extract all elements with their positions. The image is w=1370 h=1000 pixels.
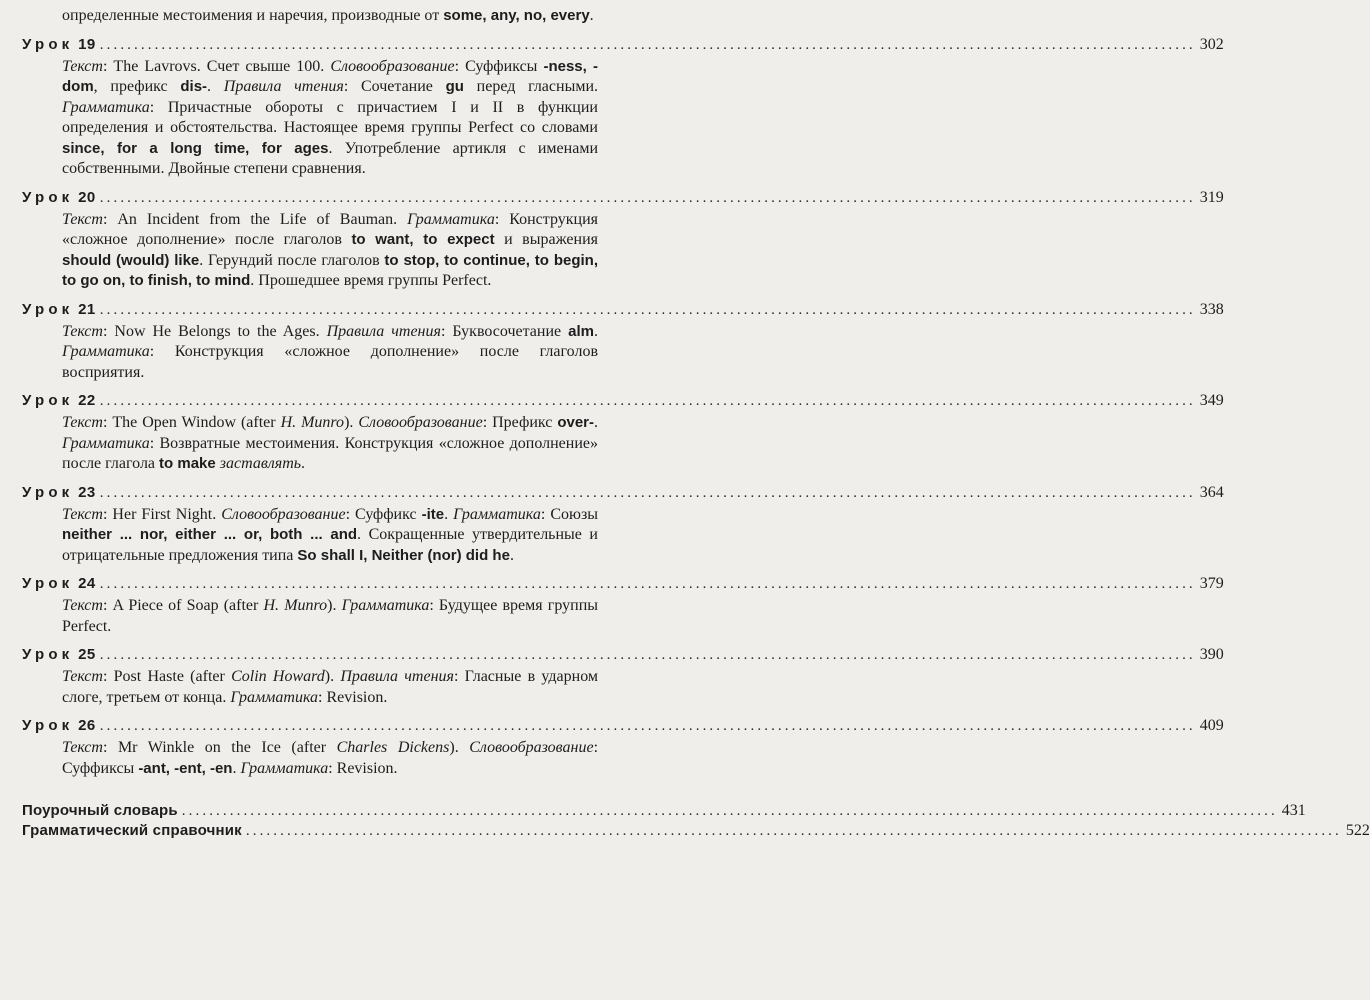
italic-term: Правила чтения xyxy=(340,668,454,685)
italic-term: Словообразование xyxy=(469,739,594,756)
text-run: . xyxy=(594,414,599,431)
lesson-label xyxy=(22,390,96,411)
lesson-word: Урок xyxy=(22,483,74,501)
bold-term: -ness, -dom xyxy=(62,57,598,95)
lesson-heading xyxy=(22,390,1224,411)
lesson-description xyxy=(62,738,598,779)
dot-leader: ................................................................................................................................................................ xyxy=(99,393,1196,409)
lesson-entry xyxy=(22,390,1224,475)
text-run: : Конструкция «сложное дополнение» после глаголов восприятия. xyxy=(62,343,598,381)
text-run: : Суффиксы xyxy=(454,57,544,75)
dot-leader: ................................................................................................................................................................ xyxy=(99,301,1196,318)
lesson-entry xyxy=(22,482,1224,567)
italic-term: Грамматика xyxy=(62,434,150,452)
lesson-word: Урок xyxy=(22,646,74,663)
appendix-list xyxy=(22,801,1370,841)
lesson-number: 20 xyxy=(78,188,96,206)
lesson-label xyxy=(22,644,96,665)
text-run: ). xyxy=(449,739,470,756)
text-run: : The Open Window (after xyxy=(102,414,281,431)
bold-term: neither ... nor, either ... or, both ... and xyxy=(62,526,358,543)
bold-term: over- xyxy=(557,414,595,431)
italic-term: Текст xyxy=(62,210,103,228)
lesson-label xyxy=(22,482,96,503)
lesson-page-number: 409 xyxy=(1199,717,1224,734)
text-run: : Буквосочетание xyxy=(440,322,569,340)
text-run: . xyxy=(232,759,241,777)
text-run: . xyxy=(301,455,306,472)
italic-term: заставлять xyxy=(219,455,302,472)
lesson-page-number: 349 xyxy=(1199,392,1224,409)
text-run: . xyxy=(509,546,514,564)
bold-term: some, any, no, every xyxy=(443,7,590,24)
appendix-label: Поурочный словарь xyxy=(22,802,178,819)
lesson-word: Урок xyxy=(22,35,74,53)
text-run: : Конструкция «сложное дополнение» после глаголов xyxy=(62,210,599,248)
italic-term: Colin Howard xyxy=(231,668,325,685)
dot-leader: ................................................................................................................................................................ xyxy=(99,576,1196,592)
text-run: и выражения xyxy=(494,231,598,248)
italic-term: Текст xyxy=(62,505,103,523)
dot-leader: ................................................................................................................................................................ xyxy=(99,189,1196,206)
lesson-heading xyxy=(22,34,1224,55)
text-run: . xyxy=(594,322,598,340)
text-run: : Префикс xyxy=(482,414,558,431)
lesson-entry xyxy=(22,644,1224,708)
lesson-number: 25 xyxy=(78,646,96,663)
text-run: : Revision. xyxy=(328,759,398,777)
dot-leader: ................................................................................................................................................................ xyxy=(245,823,1342,839)
text-run: : Post Haste (after xyxy=(102,668,232,685)
dot-leader: ................................................................................................................................................................ xyxy=(181,803,1278,819)
lesson-heading xyxy=(22,573,1224,594)
lesson-page-number: 302 xyxy=(1199,35,1224,53)
text-run: : The Lavrovs. Счет свыше 100. xyxy=(102,57,331,75)
dot-leader: ................................................................................................................................................................ xyxy=(99,36,1196,53)
bold-term: since, for a long time, for ages xyxy=(62,139,329,157)
lesson-entry xyxy=(22,34,1224,180)
lesson-label xyxy=(22,299,96,320)
italic-term: Charles Dickens xyxy=(336,739,450,756)
bold-term: gu xyxy=(445,78,464,95)
italic-term: Грамматика xyxy=(62,343,150,360)
text-run: . Прошедшее время группы Perfect. xyxy=(250,272,492,289)
lesson-word: Урок xyxy=(22,717,74,734)
bold-term: to make xyxy=(159,455,216,472)
lesson-number: 21 xyxy=(78,300,96,318)
text-run: : Mr Winkle on the Ice (after xyxy=(102,739,337,756)
italic-term: Правила чтения xyxy=(223,78,344,95)
text-run: ). xyxy=(324,668,341,685)
bold-term: dis- xyxy=(180,78,208,95)
lesson-page-number: 379 xyxy=(1199,575,1224,592)
italic-term: Словообразование xyxy=(330,57,455,75)
lesson-label xyxy=(22,715,96,736)
bold-term: -ant, -ent, -en xyxy=(138,759,233,777)
dot-leader: ................................................................................................................................................................ xyxy=(99,484,1196,501)
lesson-heading xyxy=(22,644,1224,665)
italic-term: Правила чтения xyxy=(326,322,441,340)
bold-term: So shall I, Neither (nor) did he xyxy=(297,546,510,564)
italic-term: Текст xyxy=(62,739,103,756)
text-run: : A Piece of Soap (after xyxy=(102,597,264,614)
italic-term: Словообразование xyxy=(221,505,346,523)
lesson-description xyxy=(62,505,598,567)
lesson-description xyxy=(62,210,598,292)
bold-term: to stop, to continue, to begin, to go on, to finish, to mind xyxy=(62,251,598,289)
text-run: . Употребление артикля с именами собственными. Двойные степени сравнения. xyxy=(62,139,599,177)
text-run: : Союзы xyxy=(540,505,599,523)
lesson-description xyxy=(62,322,598,384)
text-run: : Суффиксы xyxy=(62,739,599,777)
text-run: . xyxy=(589,7,594,24)
text-run: : Причастные обороты с причастием I и II в функции определения и обстоятельства. Настоящее время группы Perfect со словами xyxy=(62,98,598,136)
text-run: . xyxy=(207,78,224,95)
text-run: : Сочетание xyxy=(343,78,446,95)
lesson-page-number: 390 xyxy=(1199,646,1224,663)
dot-leader: ................................................................................................................................................................ xyxy=(99,718,1196,734)
italic-term: Грамматика xyxy=(230,688,319,706)
text-run: определенные местоимения и наречия, производные от xyxy=(62,7,444,24)
lesson-description xyxy=(62,57,598,180)
text-run: . Герундий после глаголов xyxy=(199,251,385,269)
italic-term: Текст xyxy=(62,322,103,340)
appendix-page-number: 431 xyxy=(1281,802,1306,819)
bold-term: should (would) like xyxy=(62,251,200,269)
italic-term: Грамматика xyxy=(453,505,541,523)
lesson-heading xyxy=(22,187,1224,208)
lesson-description xyxy=(62,596,598,637)
lesson-number: 26 xyxy=(78,717,96,734)
text-run: . xyxy=(444,505,454,523)
lesson-entry xyxy=(22,187,1224,292)
lesson-page-number: 338 xyxy=(1199,300,1224,318)
lesson-word: Урок xyxy=(22,392,74,409)
lesson-number: 24 xyxy=(78,575,96,592)
lesson-entry xyxy=(22,573,1224,637)
text-run: : Revision. xyxy=(318,688,388,706)
lesson-heading xyxy=(22,715,1224,736)
lesson-heading xyxy=(22,482,1224,503)
text-run: : Her First Night. xyxy=(102,505,222,523)
italic-term: Грамматика xyxy=(62,98,150,116)
italic-term: H. Munro xyxy=(263,597,328,614)
italic-term: Словообразование xyxy=(358,414,483,431)
text-run: : Будущее время группы Perfect. xyxy=(62,597,599,635)
italic-term: Текст xyxy=(62,414,103,431)
italic-term: Текст xyxy=(62,668,103,685)
dot-leader: ................................................................................................................................................................ xyxy=(99,647,1196,663)
text-run: перед гласными. xyxy=(463,78,599,95)
italic-term: Текст xyxy=(62,597,103,614)
bold-term: to want, to expect xyxy=(351,231,495,248)
appendix-label: Грамматический справочник xyxy=(22,822,242,839)
lesson-description xyxy=(62,413,598,475)
lesson-entry xyxy=(22,299,1224,384)
italic-term: Грамматика xyxy=(341,597,430,614)
appendix-entry xyxy=(22,821,1370,841)
bold-term: alm xyxy=(568,322,594,340)
lesson-number: 22 xyxy=(78,392,96,409)
text-run: : An Incident from the Life of Bauman. xyxy=(102,210,408,228)
lesson-number: 23 xyxy=(78,483,96,501)
lesson-page-number: 319 xyxy=(1199,188,1224,206)
text-run: : Гласные в ударном слоге, третьем от конца. xyxy=(62,668,599,706)
lesson-list xyxy=(22,34,1224,780)
lesson-label xyxy=(22,573,96,594)
bold-term: -ite xyxy=(421,505,445,523)
lesson-word: Урок xyxy=(22,188,74,206)
italic-term: Грамматика xyxy=(240,759,329,777)
lesson-number: 19 xyxy=(78,35,96,53)
appendix-entry xyxy=(22,801,1306,821)
italic-term: Грамматика xyxy=(407,210,495,228)
lesson-label xyxy=(22,34,96,55)
text-run: , префикс xyxy=(93,78,181,95)
lesson-label xyxy=(22,187,96,208)
lesson-description xyxy=(62,667,598,708)
text-run: . Сокращенные утвердительные и отрицательные предложения типа xyxy=(62,526,598,564)
text-run: : Now He Belongs to the Ages. xyxy=(102,322,327,340)
text-run: : Возвратные местоимения. Конструкция «сложное дополнение» после глагола xyxy=(62,434,598,472)
continuation-text xyxy=(62,6,598,27)
italic-term: H. Munro xyxy=(280,414,345,431)
lesson-entry xyxy=(22,715,1224,779)
text-run: ). xyxy=(344,414,359,431)
lesson-page-number: 364 xyxy=(1199,483,1224,501)
lesson-word: Урок xyxy=(22,575,74,592)
lesson-heading xyxy=(22,299,1224,320)
toc-page xyxy=(22,6,1370,841)
lesson-word: Урок xyxy=(22,300,74,318)
italic-term: Текст xyxy=(62,57,103,75)
text-run: ). xyxy=(327,597,342,614)
text-run: : Суффикс xyxy=(345,505,422,523)
appendix-page-number: 522 xyxy=(1345,822,1370,839)
